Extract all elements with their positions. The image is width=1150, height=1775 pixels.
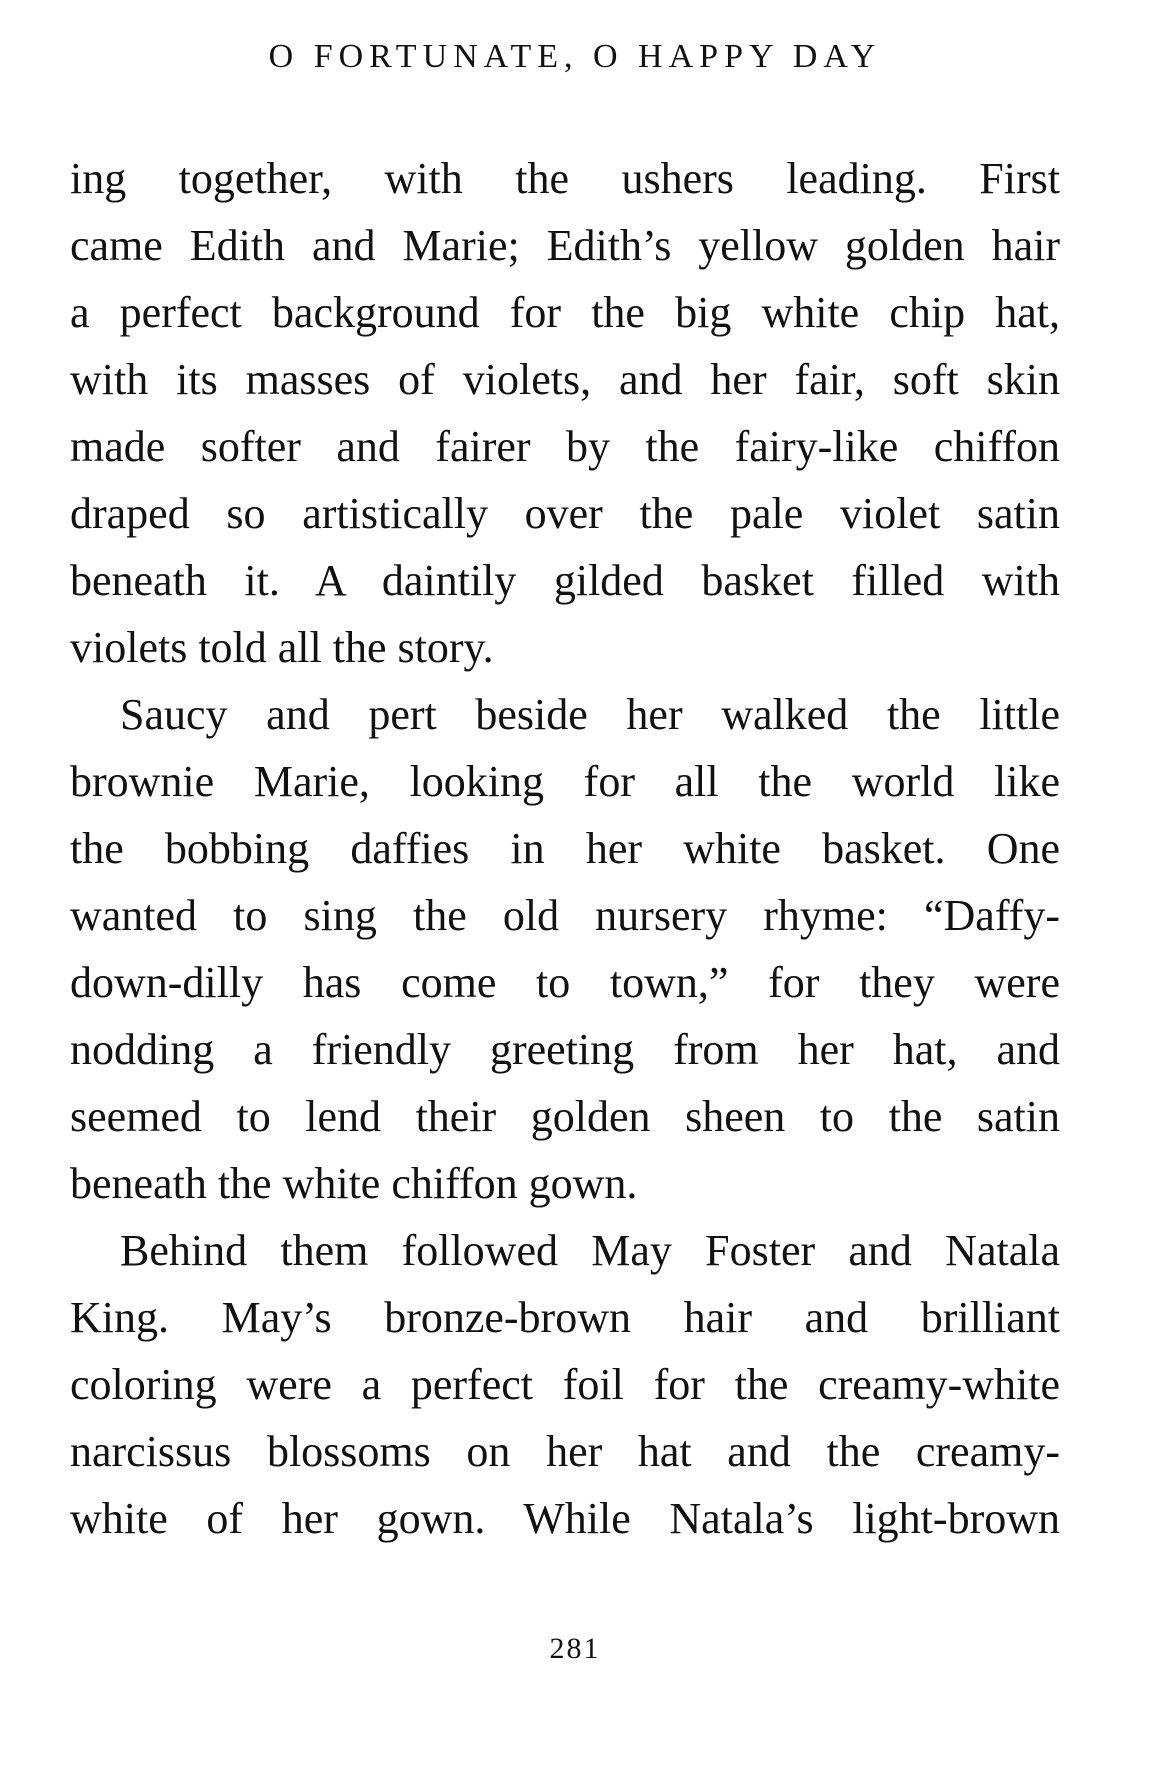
text-line: draped so artistically over the pale violet satin bbox=[70, 489, 1060, 538]
text-line: down-dilly has come to town,” for they were bbox=[70, 958, 1060, 1007]
text-line: wanted to sing the old nursery rhyme: “Daffy- bbox=[70, 891, 1060, 940]
paragraph-3 bbox=[70, 1217, 1060, 1552]
text-line: beneath it. A daintily gilded basket filled with bbox=[70, 556, 1060, 605]
page-number: 281 bbox=[549, 1632, 601, 1665]
text-line: Saucy and pert beside her walked the little bbox=[120, 690, 1060, 739]
text-line: ing together, with the ushers leading. First bbox=[70, 154, 1060, 203]
text-line: beneath the white chiffon gown. bbox=[70, 1159, 638, 1208]
text-line: a perfect background for the big white chip hat, bbox=[70, 288, 1060, 337]
text-line: the bobbing daffies in her white basket. One bbox=[70, 824, 1060, 873]
text-line: Behind them followed May Foster and Natala bbox=[120, 1226, 1060, 1275]
text-line: brownie Marie, looking for all the world like bbox=[70, 757, 1060, 806]
paragraph-1 bbox=[70, 145, 1060, 681]
running-head: O FORTUNATE, O HAPPY DAY bbox=[268, 38, 882, 75]
text-line: seemed to lend their golden sheen to the satin bbox=[70, 1092, 1060, 1141]
body-text bbox=[70, 145, 1060, 1552]
text-line: narcissus blossoms on her hat and the creamy- bbox=[70, 1427, 1060, 1476]
text-line: King. May’s bronze-brown hair and brilliant bbox=[70, 1293, 1060, 1342]
paragraph-2 bbox=[70, 681, 1060, 1217]
text-line: violets told all the story. bbox=[70, 623, 494, 672]
text-line: white of her gown. While Natala’s light-brown bbox=[70, 1494, 1060, 1543]
text-line: coloring were a perfect foil for the creamy-white bbox=[70, 1360, 1060, 1409]
text-line: came Edith and Marie; Edith’s yellow golden hair bbox=[70, 221, 1060, 270]
text-line: made softer and fairer by the fairy-like chiffon bbox=[70, 422, 1060, 471]
text-line: nodding a friendly greeting from her hat, and bbox=[70, 1025, 1060, 1074]
text-line: with its masses of violets, and her fair, soft skin bbox=[70, 355, 1060, 404]
